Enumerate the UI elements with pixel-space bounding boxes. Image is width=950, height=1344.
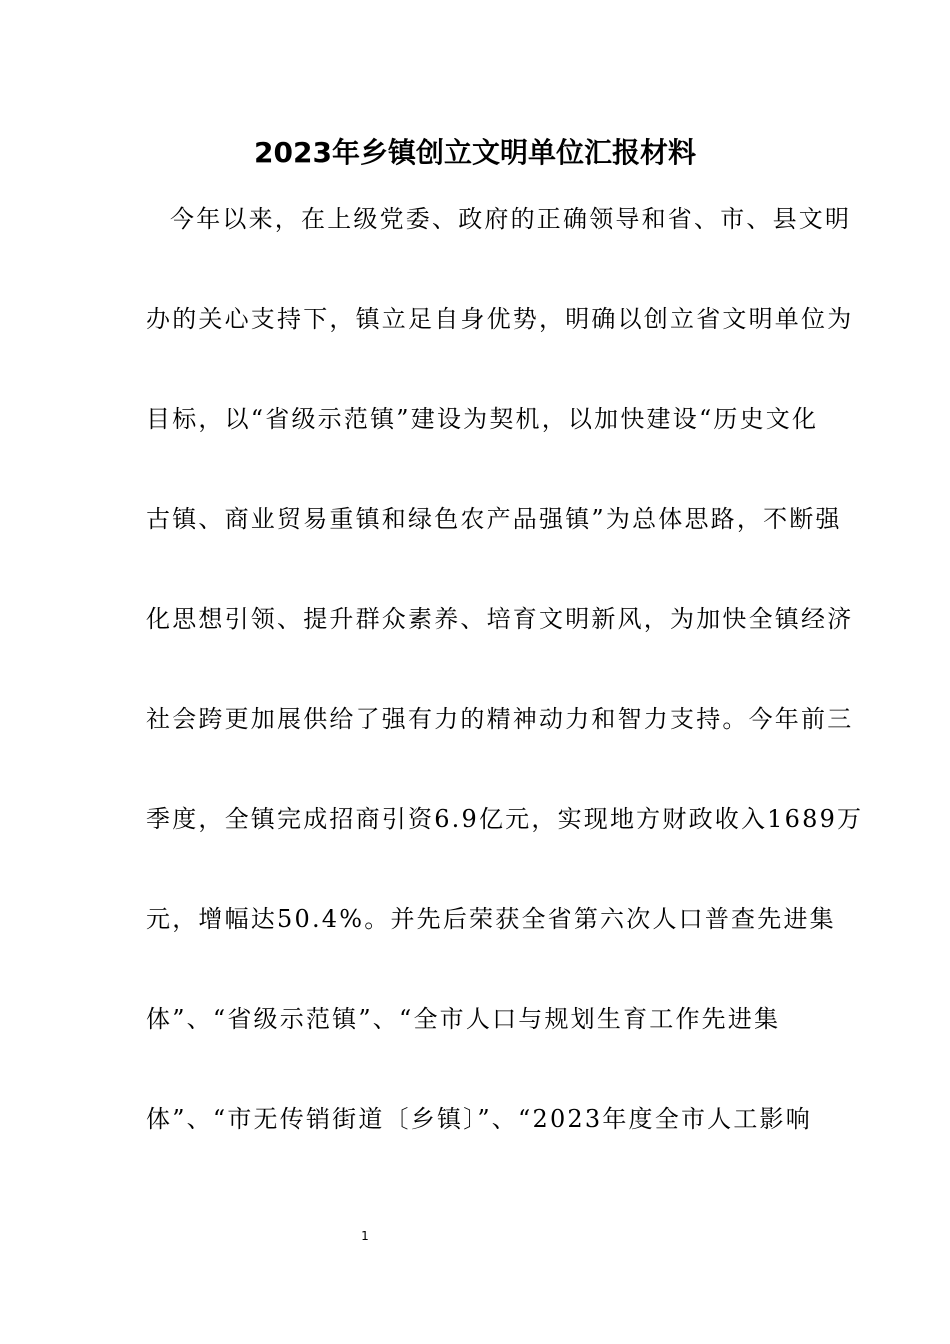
body-line: 社会跨更加展供给了强有力的精神动力和智力支持。今年前三 (146, 705, 854, 733)
document-title: 2023年乡镇创立文明单位汇报材料 (254, 136, 696, 169)
body-line: 目标，以“省级示范镇”建设为契机，以加快建设“历史文化 (146, 405, 819, 433)
body-line: 元，增幅达50.4%。并先后荣获全省第六次人口普查先进集 (146, 905, 836, 933)
page-number: 1 (361, 1229, 369, 1243)
body-line: 体”、“市无传销街道〔乡镇〕”、“2023年度全市人工影响 (146, 1105, 812, 1133)
body-line: 季度，全镇完成招商引资6.9亿元，实现地方财政收入1689万 (146, 805, 864, 833)
body-line: 今年以来，在上级党委、政府的正确领导和省、市、县文明 (170, 205, 852, 233)
body-line: 办的关心支持下，镇立足自身优势，明确以创立省文明单位为 (146, 305, 854, 333)
body-line: 体”、“省级示范镇”、“全市人口与规划生育工作先进集 (146, 1005, 781, 1033)
body-line: 化思想引领、提升群众素养、培育文明新风，为加快全镇经济 (146, 605, 854, 633)
body-line: 古镇、商业贸易重镇和绿色农产品强镇”为总体思路，不断强 (146, 505, 842, 533)
